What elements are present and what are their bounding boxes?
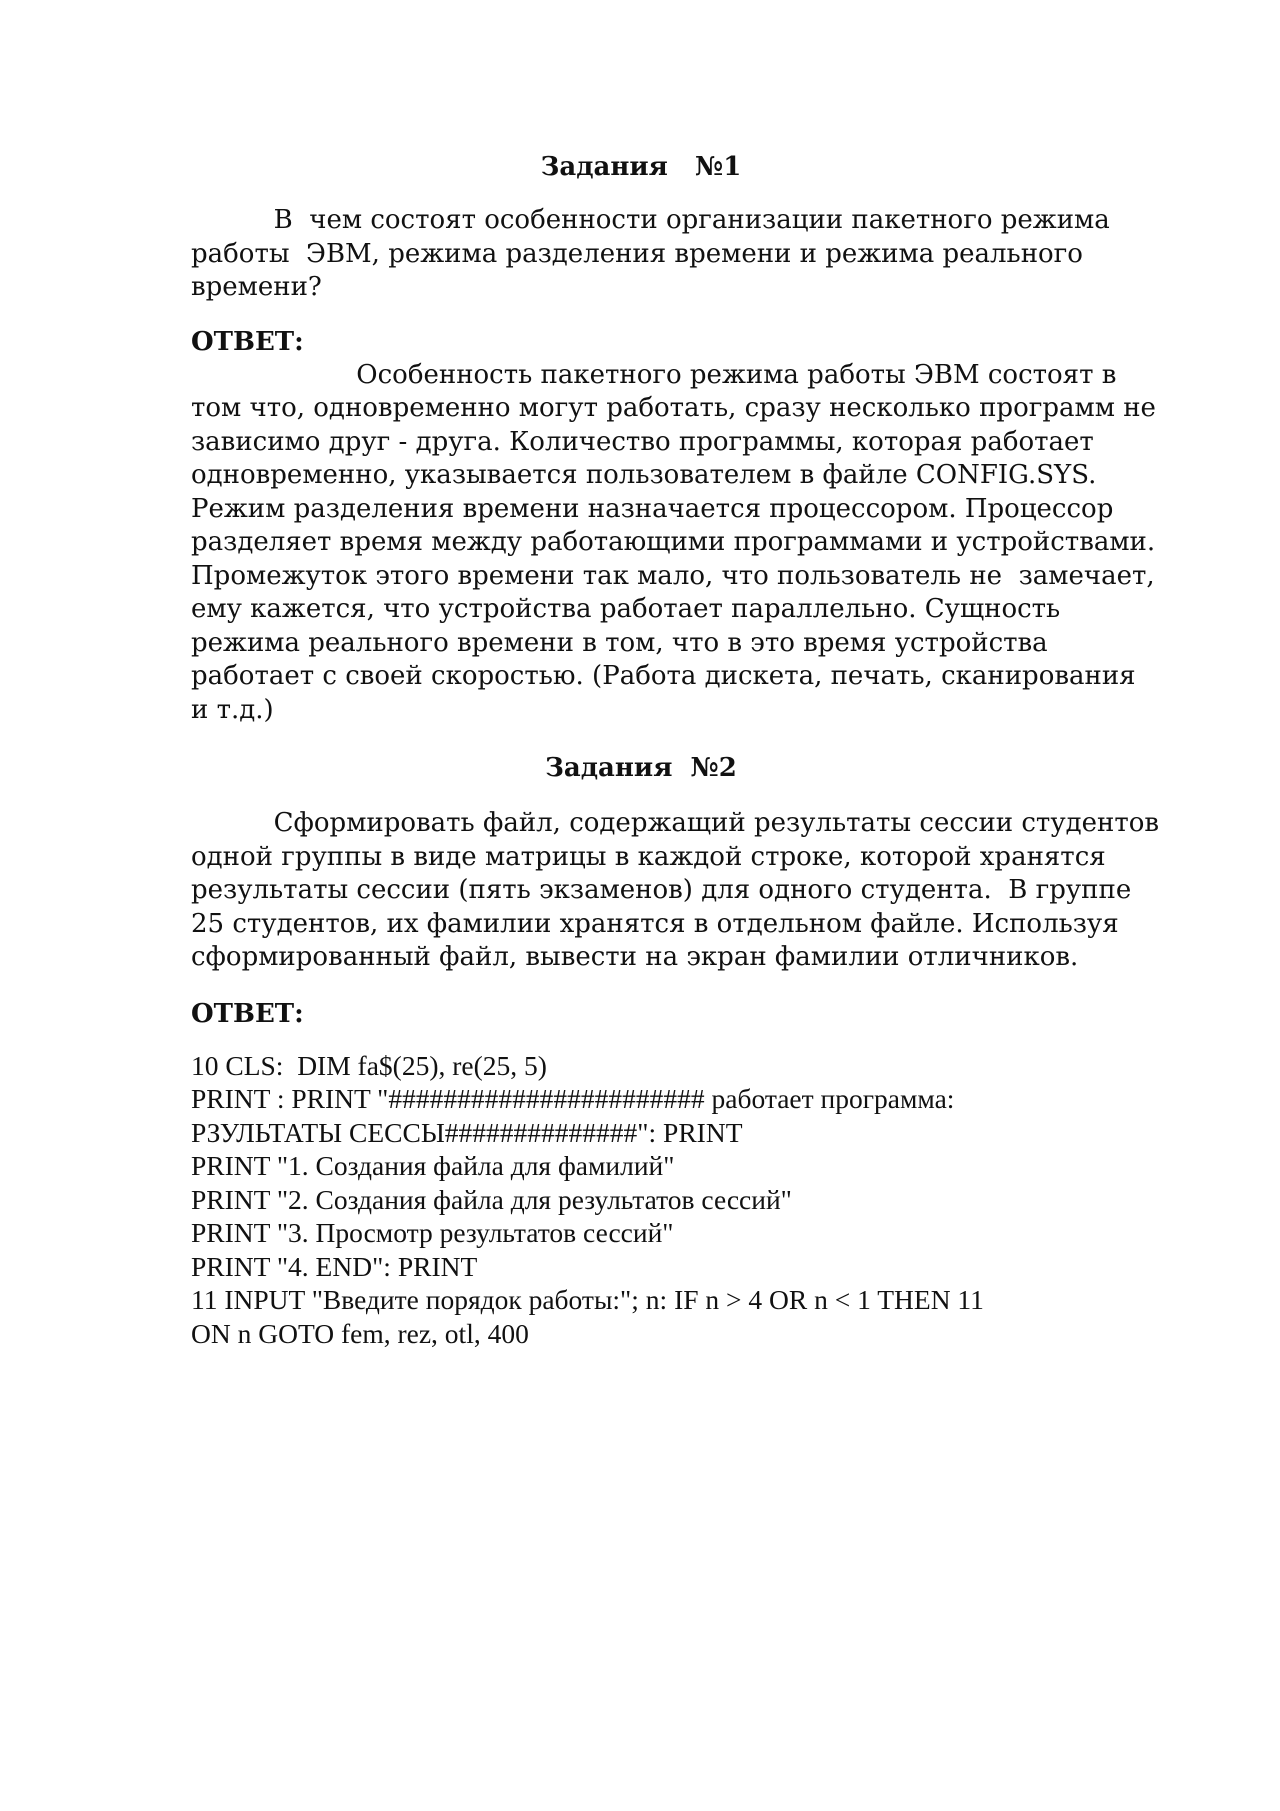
code-line: 10 CLS: DIM fa$(25), re(25, 5) [191, 1049, 547, 1081]
task1-answer-line: разделяет время между работающими программами и устройствами. [191, 527, 1156, 557]
task1-answer-line: Промежуток этого времени так мало, что пользователь не замечает, [191, 560, 1155, 591]
task1-answer-line: работает с своей скоростью. (Работа дискета, печать, сканирования [191, 661, 1136, 691]
code-line: ON n GOTO fem, rez, otl, 400 [191, 1317, 529, 1349]
task1-question [191, 204, 1110, 305]
code-line: PRINT "3. Просмотр результатов сессий" [191, 1217, 674, 1248]
task2-question-line: одной группы в виде матрицы в каждой строке, которой хранятся [191, 841, 1106, 872]
task1-question-line: работы ЭВМ, режима разделения времени и режима реального [191, 238, 1083, 269]
task1-heading: Задания №1 [540, 152, 742, 182]
task1-answer-line: и т.д.) [191, 694, 274, 725]
task1-answer-line: ему кажется, что устройства работает параллельно. Сущность [191, 594, 1061, 624]
task1-answer-line: режима реального времени в том, что в это время устройства [191, 627, 1048, 658]
task1-answer-label: ОТВЕТ: [191, 326, 304, 357]
task1-answer-line: зависимо друг - друга. Количество программы, которая работает [191, 426, 1094, 457]
task2-question-line: результаты сессии (пять экзаменов) для одного студента. В группе [191, 875, 1132, 905]
task2-heading: Задания №2 [545, 753, 737, 783]
task1-answer-line: одновременно, указывается пользователем в файле CONFIG.SYS. [191, 460, 1097, 490]
document-page [191, 150, 1160, 1350]
code-line: РЗУЛЬТАТЫ СЕССЫ##############": PRINT [191, 1116, 743, 1148]
task1-answer-line: Особенность пакетного режима работы ЭВМ состоят в [191, 359, 1117, 390]
code-line: 11 INPUT "Введите порядок работы:"; n: IF n > 4 OR n < 1 THEN 11 [191, 1284, 984, 1315]
task2-answer-label: ОТВЕТ: [191, 998, 304, 1029]
task2-question-line: 25 студентов, их фамилии хранятся в отдельном файле. Используя [191, 908, 1119, 939]
task2-question [191, 807, 1160, 975]
task1-question-line: В чем состоят особенности организации пакетного режима [191, 205, 1110, 235]
code-line: PRINT : PRINT "####################### работает программа: [191, 1083, 955, 1114]
code-line: PRINT "1. Создания файла для фамилий" [191, 1150, 675, 1181]
task2-question-line: Сформировать файл, содержащий результаты сессии студентов [191, 808, 1160, 838]
code-line: PRINT "4. END": PRINT [191, 1250, 478, 1282]
task2-code-listing [191, 1049, 1091, 1351]
task1-answer-line: Режим разделения времени назначается процессором. Процессор [191, 493, 1114, 524]
task1-question-line: времени? [191, 272, 322, 302]
task1-answer-line: том что, одновременно могут работать, сразу несколько программ не [191, 393, 1156, 423]
code-line: PRINT "2. Создания файла для результатов сессий" [191, 1183, 792, 1215]
task1-answer [191, 359, 1156, 728]
task2-question-line: сформированный файл, вывести на экран фамилии отличников. [191, 942, 1079, 972]
